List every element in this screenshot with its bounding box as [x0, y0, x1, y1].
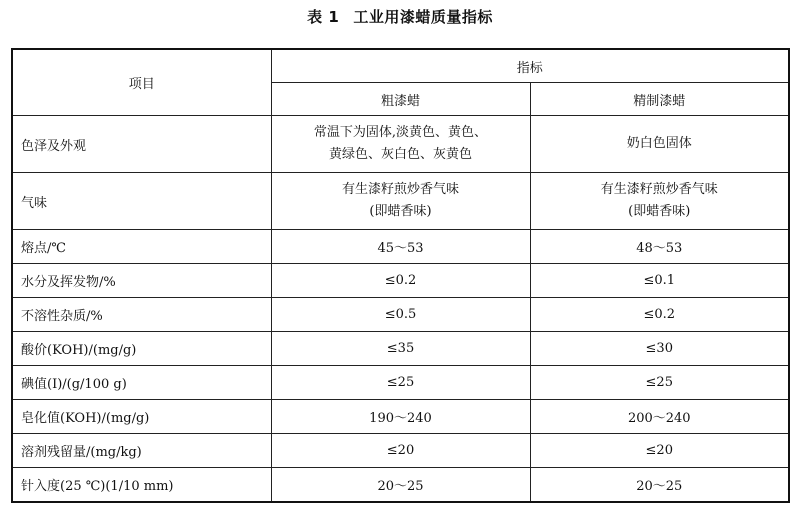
cell-crude-line: 45～53 — [377, 241, 424, 256]
cell-refined — [530, 116, 789, 173]
table-row — [12, 116, 789, 173]
header-item: 项目 — [12, 49, 271, 116]
cell-crude — [271, 468, 530, 503]
table-row — [12, 264, 789, 298]
cell-crude-line: ≤0.5 — [384, 307, 417, 322]
table-row — [12, 230, 789, 264]
cell-crude-line: ≤20 — [386, 443, 415, 458]
cell-item: 溶剂残留量/(mg/kg) — [12, 434, 271, 468]
quality-indicator-table — [11, 48, 790, 503]
cell-refined-line: ≤0.2 — [643, 307, 676, 322]
cell-refined — [530, 332, 789, 366]
cell-refined — [530, 298, 789, 332]
cell-refined — [530, 173, 789, 230]
cell-crude-line: ≤25 — [386, 375, 415, 390]
header-row-1 — [12, 49, 789, 83]
table-body — [12, 116, 789, 503]
table-row — [12, 400, 789, 434]
cell-refined — [530, 366, 789, 400]
cell-item: 皂化值(KOH)/(mg/g) — [12, 400, 271, 434]
cell-crude-line: 有生漆籽煎炒香气味 — [341, 182, 459, 197]
header-refined: 精制漆蜡 — [530, 83, 789, 116]
cell-crude — [271, 366, 530, 400]
cell-refined — [530, 400, 789, 434]
table-row — [12, 298, 789, 332]
cell-item: 碘值(I)/(g/100 g) — [12, 366, 271, 400]
cell-crude — [271, 264, 530, 298]
cell-crude — [271, 173, 530, 230]
cell-refined-line: 48～53 — [636, 241, 683, 256]
cell-crude-line: 常温下为固体,淡黄色、黄色、 — [313, 125, 488, 140]
cell-refined — [530, 468, 789, 503]
header-crude: 粗漆蜡 — [271, 83, 530, 116]
cell-crude-line: (即蜡香味) — [369, 204, 432, 219]
cell-refined-line: ≤30 — [645, 341, 673, 356]
header-indicator: 指标 — [271, 49, 789, 83]
cell-refined — [530, 230, 789, 264]
cell-refined-line: ≤0.1 — [643, 273, 676, 288]
cell-item: 针入度(25 ℃)(1/10 mm) — [12, 468, 271, 503]
table-number: 表 1 — [307, 8, 340, 26]
cell-crude-line: 20～25 — [377, 479, 424, 494]
cell-refined-line: 20～25 — [636, 479, 683, 494]
cell-crude-line: ≤0.2 — [384, 273, 417, 288]
cell-crude-line: 黄绿色、灰白色、灰黄色 — [328, 147, 472, 162]
table-row — [12, 332, 789, 366]
cell-refined-line: 奶白色固体 — [626, 136, 692, 151]
cell-refined-line: 200～240 — [627, 411, 691, 426]
cell-refined — [530, 434, 789, 468]
cell-item: 熔点/℃ — [12, 230, 271, 264]
cell-refined — [530, 264, 789, 298]
cell-refined-line: 有生漆籽煎炒香气味 — [600, 182, 718, 197]
cell-refined-line: (即蜡香味) — [628, 204, 691, 219]
table-row — [12, 173, 789, 230]
cell-refined-line: ≤25 — [645, 375, 673, 390]
cell-crude — [271, 434, 530, 468]
cell-item: 气味 — [12, 173, 271, 230]
table-row — [12, 366, 789, 400]
cell-crude — [271, 298, 530, 332]
cell-refined-line: ≤20 — [645, 443, 673, 458]
table-caption — [0, 6, 800, 28]
table-row — [12, 434, 789, 468]
cell-crude-line: ≤35 — [386, 341, 415, 356]
cell-item: 色泽及外观 — [12, 116, 271, 173]
table-row — [12, 468, 789, 503]
cell-item: 不溶性杂质/% — [12, 298, 271, 332]
cell-crude-line: 190～240 — [369, 411, 432, 426]
table-title: 工业用漆蜡质量指标 — [353, 8, 493, 26]
cell-crude — [271, 332, 530, 366]
cell-crude — [271, 230, 530, 264]
cell-item: 酸价(KOH)/(mg/g) — [12, 332, 271, 366]
cell-crude — [271, 400, 530, 434]
cell-item: 水分及挥发物/% — [12, 264, 271, 298]
cell-crude — [271, 116, 530, 173]
